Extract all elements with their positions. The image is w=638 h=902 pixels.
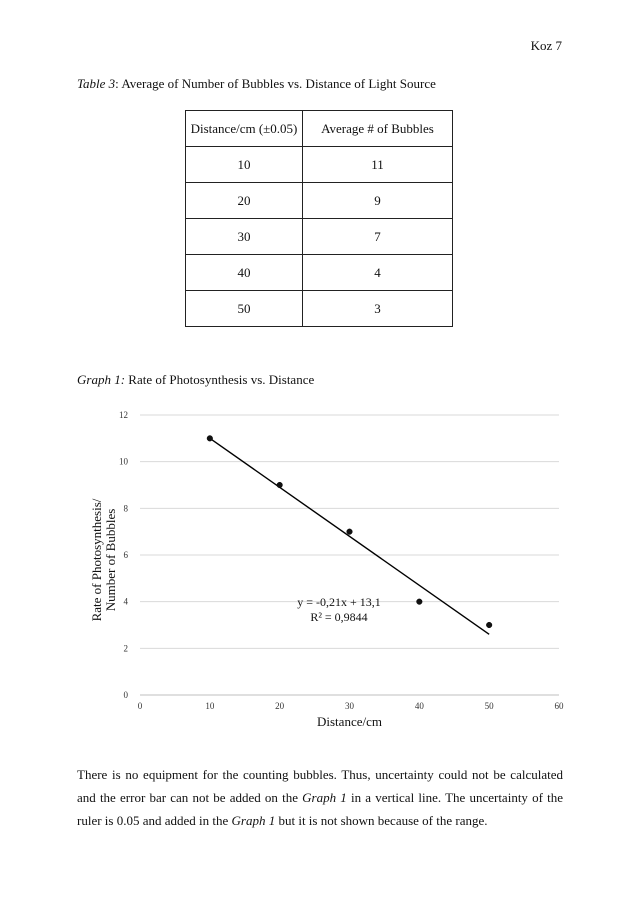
graph-reference: Graph 1 xyxy=(231,813,276,828)
photosynthesis-chart xyxy=(84,400,574,740)
table-cell: 30 xyxy=(186,219,303,255)
y-axis-title-line: Rate of Photosynthesis/ xyxy=(89,498,104,622)
table-cell: 7 xyxy=(303,219,453,255)
table-cell: 20 xyxy=(186,183,303,219)
y-tick-label: 12 xyxy=(119,410,128,420)
table-row xyxy=(186,183,453,219)
x-tick-label: 10 xyxy=(205,701,215,711)
table-cell: 50 xyxy=(186,291,303,327)
table-cell: 4 xyxy=(303,255,453,291)
x-tick-label: 50 xyxy=(484,701,494,711)
table-row xyxy=(186,255,453,291)
x-tick-label: 40 xyxy=(414,701,424,711)
table-caption-label: Table 3 xyxy=(77,76,116,91)
x-axis-title: Distance/cm xyxy=(317,714,382,729)
table-cell: 10 xyxy=(186,147,303,183)
x-tick-label: 20 xyxy=(275,701,285,711)
table-header-distance: Distance/cm (±0.05) xyxy=(186,111,303,147)
y-axis-title xyxy=(89,498,118,621)
data-point xyxy=(347,529,353,535)
table-cell: 3 xyxy=(303,291,453,327)
y-tick-label: 6 xyxy=(123,550,128,560)
graph-reference: Graph 1 xyxy=(302,790,347,805)
paragraph-text: but it is not shown because of the range. xyxy=(275,813,488,828)
table-cell: 9 xyxy=(303,183,453,219)
body-paragraph xyxy=(77,763,563,832)
r-squared-label: R² = 0,9844 xyxy=(310,610,368,624)
data-point xyxy=(207,436,213,442)
table-header-bubbles: Average # of Bubbles xyxy=(303,111,453,147)
table-row xyxy=(186,219,453,255)
table-caption xyxy=(77,76,436,92)
y-axis-title-line: Number of Bubbles xyxy=(103,508,118,612)
table-cell: 40 xyxy=(186,255,303,291)
page-number: Koz 7 xyxy=(530,38,562,53)
y-tick-label: 8 xyxy=(123,503,128,514)
graph-caption-label: Graph 1: xyxy=(77,372,126,387)
table-header-row xyxy=(186,111,453,147)
data-table xyxy=(185,110,453,327)
chart-labels xyxy=(89,410,564,729)
trendline-equation: y = -0,21x + 13,1 xyxy=(297,595,381,609)
x-tick-label: 30 xyxy=(345,701,354,711)
data-point xyxy=(417,599,423,605)
graph-caption-text: Rate of Photosynthesis vs. Distance xyxy=(125,372,315,387)
table-row xyxy=(186,147,453,183)
x-tick-label: 0 xyxy=(137,701,143,711)
data-point xyxy=(486,622,492,628)
data-point xyxy=(277,482,283,488)
paragraph-text: There is no equipment for the counting bubbles. Thus, uncertainty could not be calculated and the error bar can not be added on the xyxy=(77,767,563,805)
y-tick-label: 10 xyxy=(119,456,128,467)
graph-caption xyxy=(77,372,314,388)
y-tick-label: 4 xyxy=(123,596,128,607)
table-row xyxy=(186,291,453,327)
y-tick-label: 2 xyxy=(123,643,128,654)
paragraph-text: in a vertical line. The uncertainty of the ruler is 0.05 and added in the xyxy=(77,790,563,828)
x-tick-label: 60 xyxy=(554,701,564,711)
table-cell: 11 xyxy=(303,147,453,183)
y-tick-label: 0 xyxy=(123,690,128,700)
table-caption-text: : Average of Number of Bubbles vs. Distance of Light Source xyxy=(115,76,436,91)
